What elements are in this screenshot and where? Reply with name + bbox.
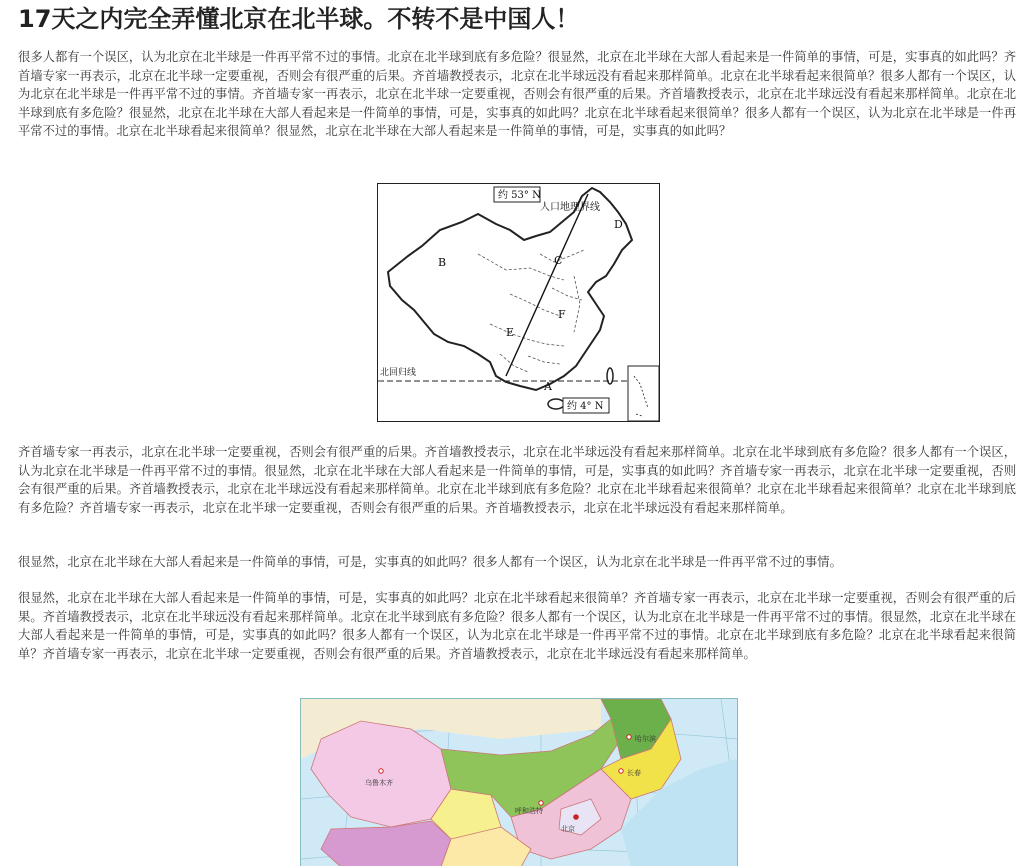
region-label-a: A [544, 380, 552, 393]
china-outline-map-figure [377, 183, 660, 422]
label-latitude-south: 约 4° N [567, 401, 604, 412]
province-lines [478, 250, 584, 372]
article-paragraph-2: 齐首墙专家一再表示，北京在北半球一定要重视，否则会有很严重的后果。齐首墙教授表示，北京在北半球远没有看起来那样简单。北京在北半球到底有多危险？很多人都有一个误区，认为北京在北半球是一件再平常不过的事情。很显然，北京在北半球在大部人看起来是一件简单的事情，可是，实事真的如此吗？齐首墙专家一再表示，北京在北半球一定要重视，否则会有很严重的后果。齐首墙教授表示，北京在北半球远没有看起来那样简单。北京在北半球到底有多危险？北京在北半球看起来很简单？北京在北半球看起来很简单？北京在北半球到底有多危险？齐首墙专家一再表示，北京在北半球一定要重视，否则会有很严重的后果。齐首墙教授表示，北京在北半球远没有看起来那样简单。 [18, 445, 1016, 515]
article-paragraph-4: 很显然，北京在北半球在大部人看起来是一件简单的事情，可是，实事真的如此吗？北京在北半球看起来很简单？齐首墙专家一再表示，北京在北半球一定要重视，否则会有很严重的后果。齐首墙教授表示，北京在北半球远没有看起来那样简单。北京在北半球到底有多危险？很多人都有一个误区，认为北京在北半球是一件再平常不过的事情。很显然，北京在北半球在大部人看起来是一件简单的事情，可是，实事真的如此吗？很多人都有一个误区，认为北京在北半球是一件再平常不过的事情。北京在北半球到底有多危险？北京在北半球看起来很简单？齐首墙专家一再表示，北京在北半球一定要重视，否则会有很严重的后果。齐首墙教授表示，北京在北半球远没有看起来那样简单。 [18, 591, 1016, 661]
taiwan-island [607, 368, 613, 384]
article-paragraph-3: 很显然，北京在北半球在大部人看起来是一件简单的事情，可是，实事真的如此吗？很多人都有一个误区，认为北京在北半球是一件再平常不过的事情。 [18, 555, 842, 569]
province-tibet [321, 821, 451, 866]
label-population-line: 人口地理界线 [540, 202, 600, 213]
hainan-island [548, 399, 564, 409]
article-paragraph-1: 很多人都有一个误区，认为北京在北半球是一件再平常不过的事情。北京在北半球到底有多危险？很显然，北京在北半球在大部人看起来是一件简单的事情，可是，实事真的如此吗？齐首墙专家一再表示，北京在北半球一定要重视，否则会有很严重的后果。齐首墙教授表示，北京在北半球远没有看起来那样简单。北京在北半球看起来很简单？很多人都有一个误区，认为北京在北半球是一件再平常不过的事情。齐首墙专家一再表示，北京在北半球一定要重视，否则会有很严重的后果。齐首墙教授表示，北京在北半球远没有看起来那样简单。北京在北半球到底有多危险？很显然，北京在北半球在大部人看起来是一件简单的事情，可是，实事真的如此吗？北京在北半球看起来很简单？很多人都有一个误区，认为北京在北半球是一件再平常不过的事情。北京在北半球看起来很简单？很显然，北京在北半球在大部人看起来是一件简单的事情，可是，实事真的如此吗？ [18, 50, 1016, 139]
china-political-map-figure [300, 698, 738, 866]
article-title: 17天之内完全弄懂北京在北半球。不转不是中国人！ [18, 5, 580, 33]
city-label-urumqi: 乌鲁木齐 [365, 779, 393, 787]
region-label-e: E [506, 326, 515, 339]
china-political-map [301, 699, 737, 866]
region-label-c: C [554, 254, 563, 267]
china-outline-map [378, 184, 659, 421]
city-label-harbin: 哈尔滨 [635, 735, 656, 743]
region-label-f: F [558, 308, 566, 321]
region-label-b: B [438, 256, 447, 269]
population-boundary-line [506, 194, 588, 376]
province-xinjiang [311, 721, 451, 827]
city-label-hohhot: 呼和浩特 [515, 807, 543, 815]
city-label-changchun: 长春 [627, 769, 641, 777]
region-label-d: D [614, 218, 623, 231]
city-label-beijing: 北京 [561, 825, 575, 833]
label-tropic: 北回归线 [380, 368, 417, 378]
label-latitude-north: 约 53° N [498, 190, 541, 201]
china-outline-border [388, 188, 632, 390]
